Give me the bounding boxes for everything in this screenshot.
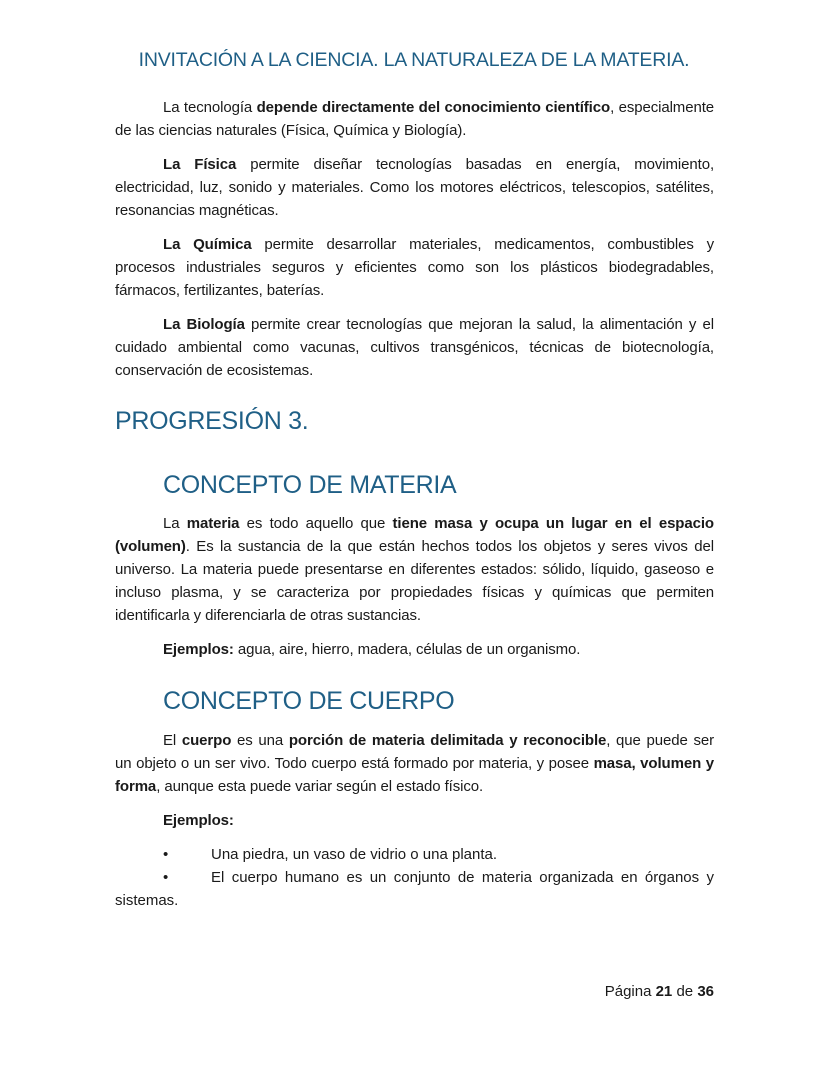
progression-heading: PROGRESIÓN 3.	[115, 407, 309, 435]
intro-paragraph-technology: La tecnología depende directamente del conocimiento científico, especialmente de las ciencias naturales (Física, Química y Biología).	[115, 99, 714, 139]
bullet-icon: •	[163, 846, 169, 863]
page-header-title: INVITACIÓN A LA CIENCIA. LA NATURALEZA DE LA MATERIA.	[138, 49, 690, 71]
list-item	[115, 843, 714, 866]
materia-paragraph: La materia es todo aquello que tiene masa y ocupa un lugar en el espacio (volumen). Es la sustancia de la que están hechos todos los objetos y seres vivos del universo. La materia puede presentarse en diferentes estados: sólido, líquido, gaseoso e incluso plasma, y se caracteriza por propiedades físicas y químicas que permiten identificarla y diferenciarla de otras sustancias.	[115, 515, 714, 624]
materia-section	[115, 512, 714, 661]
bullet-icon: •	[163, 869, 169, 886]
list-item	[115, 866, 714, 912]
intro-paragraph-biology: La Biología permite crear tecnologías que mejoran la salud, la alimentación y el cuidado ambiental como vacunas, cultivos transgénicos, técnicas de biotecnología, conservación de ecosistemas.	[115, 316, 714, 379]
materia-examples: Ejemplos: agua, aire, hierro, madera, células de un organismo.	[163, 641, 581, 658]
materia-heading: CONCEPTO DE MATERIA	[163, 471, 457, 499]
cuerpo-section	[115, 729, 714, 832]
intro-paragraph-chemistry: La Química permite desarrollar materiales, medicamentos, combustibles y procesos industriales seguros y eficientes como son los plásticos biodegradables, fármacos, fertilizantes, baterías.	[115, 236, 714, 299]
cuerpo-examples-label: Ejemplos:	[163, 812, 234, 829]
list-item-text: El cuerpo humano es un conjunto de materia organizada en órganos y sistemas.	[115, 869, 714, 909]
intro-paragraph-physics: La Física permite diseñar tecnologías basadas en energía, movimiento, electricidad, luz, sonido y materiales. Como los motores eléctricos, telescopios, satélites, resonancias magnéticas.	[115, 156, 715, 219]
intro-section	[115, 96, 714, 382]
cuerpo-heading: CONCEPTO DE CUERPO	[163, 687, 455, 715]
page-number: Página 21 de 36	[604, 983, 714, 1000]
list-item-text: Una piedra, un vaso de vidrio o una planta.	[211, 846, 498, 863]
cuerpo-paragraph: El cuerpo es una porción de materia delimitada y reconocible, que puede ser un objeto o un ser vivo. Todo cuerpo está formado por materia, y posee masa, volumen y forma, aunque esta puede variar según el estado físico.	[115, 732, 714, 795]
